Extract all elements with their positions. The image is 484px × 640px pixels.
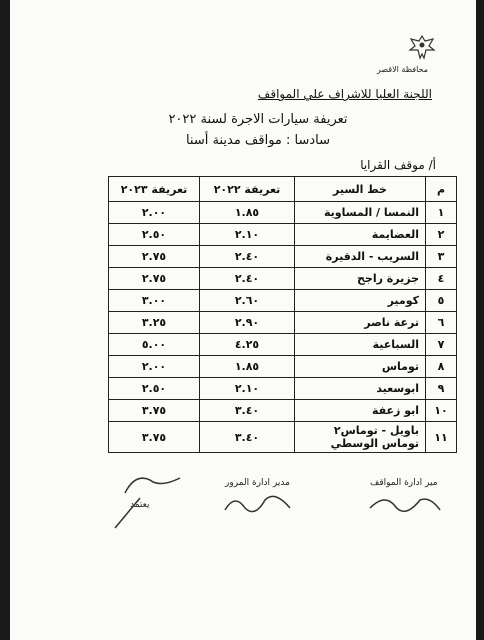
fare-2023: ٣.٠٠ (109, 290, 200, 312)
route-name: جزيرة راجح (295, 268, 426, 290)
table-row (109, 246, 457, 268)
fare-2022: ٣.٤٠ (200, 422, 295, 453)
row-index: ١١ (426, 422, 457, 453)
table-row (109, 312, 457, 334)
route-name: السريب - الدقيرة (295, 246, 426, 268)
document-subtitle: سادسا : مواقف مدينة أسنا (185, 133, 331, 148)
fare-2022: ٣.٤٠ (200, 400, 295, 422)
fare-2023: ٣.٧٥ (109, 422, 200, 453)
fare-table-body (109, 202, 457, 453)
section-heading: أ/ موقف القرايا (360, 158, 436, 172)
row-index: ٩ (426, 378, 457, 400)
document-page (10, 0, 476, 640)
route-name: ابوسعيد (295, 378, 426, 400)
traffic-manager-label: مدير ادارة المرور (225, 478, 290, 488)
table-row (109, 202, 457, 224)
table-row (109, 378, 457, 400)
route-name: السباعية (295, 334, 426, 356)
fare-2022: ٢.١٠ (200, 378, 295, 400)
header-index: م (426, 177, 457, 202)
route-name: ترعة ناصر (295, 312, 426, 334)
row-index: ٤ (426, 268, 457, 290)
fare-2023: ٢.٧٥ (109, 268, 200, 290)
header-route: خط السير (295, 177, 426, 202)
route-name: العضايمة (295, 224, 426, 246)
parking-manager-label: مير ادارة المواقف (370, 478, 438, 488)
approval-label: يعتمد (130, 500, 150, 510)
table-row (109, 290, 457, 312)
fare-2023: ٣.٢٥ (109, 312, 200, 334)
table-row (109, 334, 457, 356)
fare-2022: ٤.٢٥ (200, 334, 295, 356)
table-row (109, 400, 457, 422)
route-name: النمسا / المساوية (295, 202, 426, 224)
fare-table (108, 176, 457, 453)
fare-2022: ٢.٤٠ (200, 246, 295, 268)
route-name: باويل - توماس٢ توماس الوسطي (295, 422, 426, 453)
row-index: ٦ (426, 312, 457, 334)
table-row (109, 224, 457, 246)
header-fare-2022: تعريفة ٢٠٢٢ (200, 177, 295, 202)
fare-2022: ١.٨٥ (200, 356, 295, 378)
row-index: ٥ (426, 290, 457, 312)
route-name: ابو زعفة (295, 400, 426, 422)
table-row (109, 356, 457, 378)
document-title: تعريفة سيارات الاجرة لسنة ٢٠٢٢ (168, 112, 348, 127)
fare-2023: ٣.٧٥ (109, 400, 200, 422)
route-name: توماس (295, 356, 426, 378)
fare-2023: ٢.٠٠ (109, 202, 200, 224)
fare-2023: ٢.٥٠ (109, 224, 200, 246)
table-row (109, 422, 457, 453)
fare-2023: ٥.٠٠ (109, 334, 200, 356)
row-index: ١٠ (426, 400, 457, 422)
row-index: ١ (426, 202, 457, 224)
governorate-name: محافظة الاقصر (376, 65, 428, 74)
fare-2022: ٢.٦٠ (200, 290, 295, 312)
fare-2023: ٢.٥٠ (109, 378, 200, 400)
parking-manager-signature (365, 488, 445, 518)
fare-2023: ٢.٠٠ (109, 356, 200, 378)
fare-2022: ١.٨٥ (200, 202, 295, 224)
eagle-emblem-icon (408, 34, 436, 60)
fare-2022: ٢.١٠ (200, 224, 295, 246)
fare-2022: ٢.٩٠ (200, 312, 295, 334)
committee-heading: اللجنة العليا للاشراف علي المواقف (257, 87, 432, 101)
fare-2022: ٢.٤٠ (200, 268, 295, 290)
header-fare-2023: تعريفة ٢٠٢٣ (109, 177, 200, 202)
route-name: كومير (295, 290, 426, 312)
fare-2023: ٢.٧٥ (109, 246, 200, 268)
row-index: ٧ (426, 334, 457, 356)
row-index: ٢ (426, 224, 457, 246)
row-index: ٨ (426, 356, 457, 378)
approval-signature (110, 468, 200, 538)
row-index: ٣ (426, 246, 457, 268)
traffic-manager-signature (220, 488, 300, 518)
table-row (109, 268, 457, 290)
